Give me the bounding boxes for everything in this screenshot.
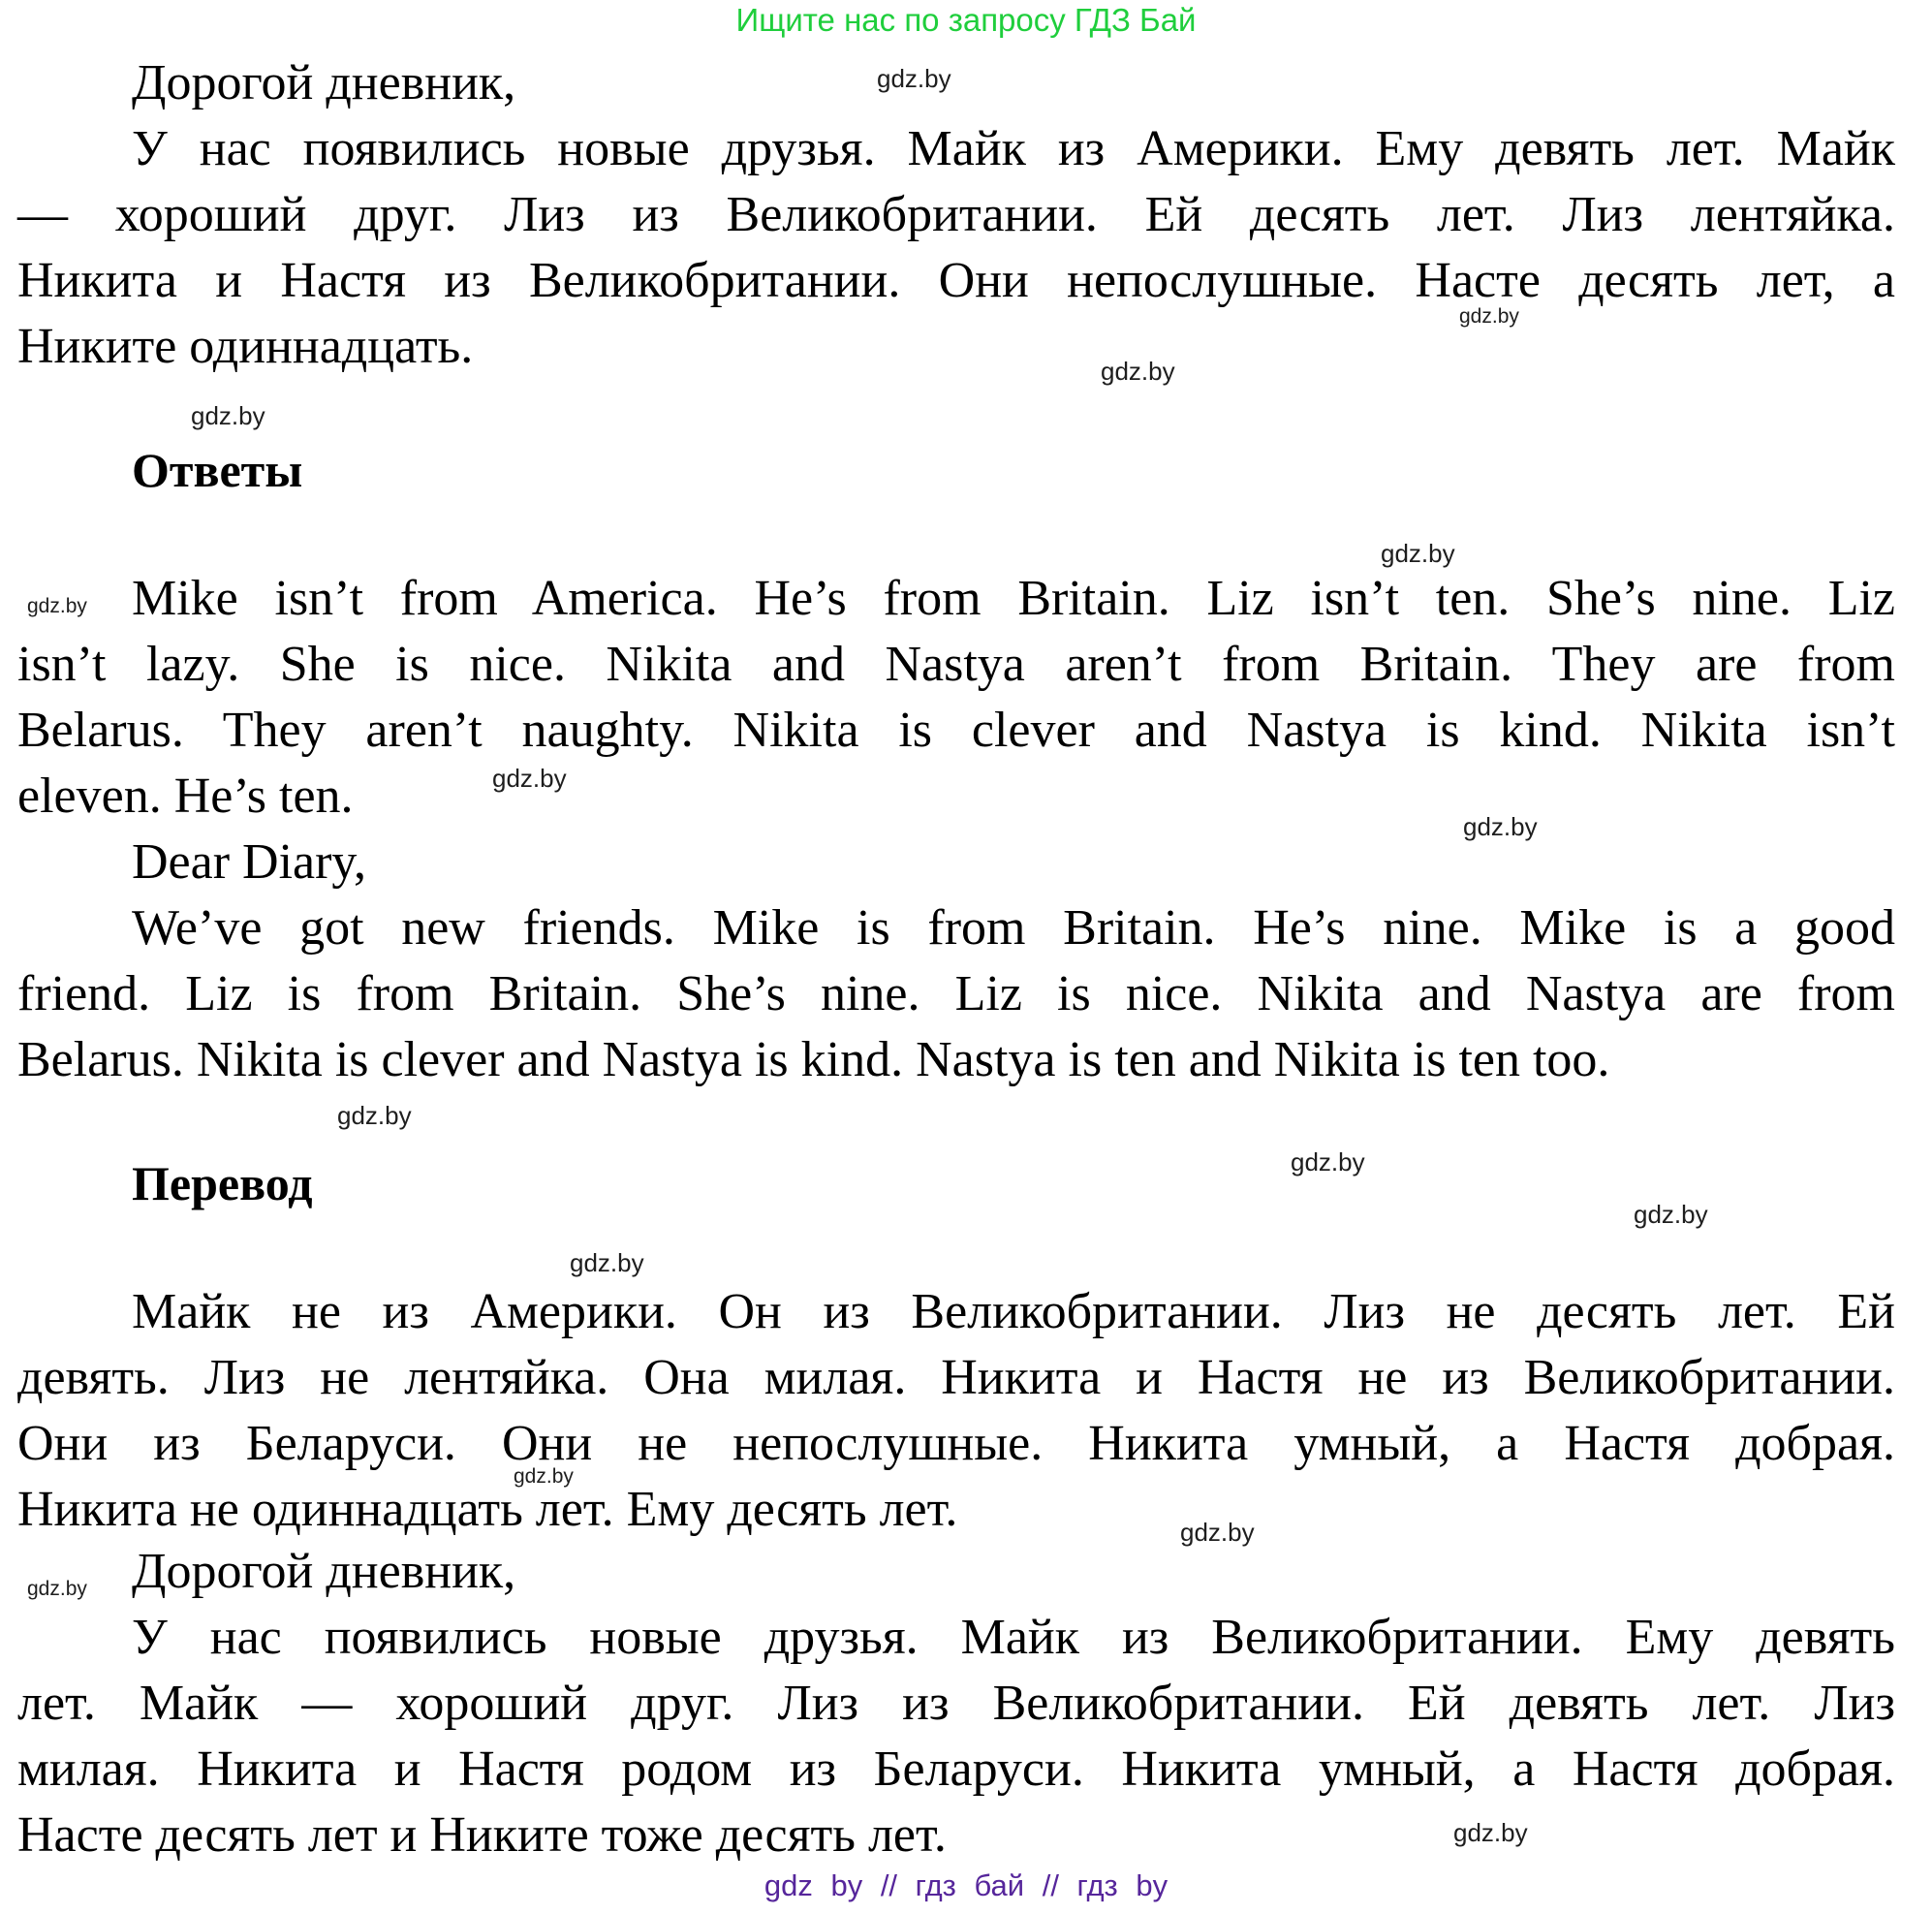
text-line: Дорогой дневник, [132, 55, 516, 110]
text-line: eleven. He’s ten. [17, 769, 354, 824]
watermark-gdz: gdz.by [337, 1101, 412, 1130]
watermark-gdz: gdz.by [191, 401, 265, 430]
text-line: Дорогой дневник, [132, 1544, 516, 1599]
text-line: Никита и Настя из Великобритании. Они непослушные. Насте десять лет, а [17, 253, 1895, 308]
text-line: Belarus. Nikita is clever and Nastya is kind. Nastya is ten and Nikita is ten too. [17, 1032, 1610, 1087]
watermark-gdz: gdz.by [877, 64, 951, 93]
text-line: лет. Майк — хороший друг. Лиз из Великобритании. Ей девять лет. Лиз [17, 1676, 1895, 1731]
page-footer: gdz by // гдз бай // гдз by [763, 1868, 1169, 1902]
text-line: Они из Беларуси. Они не непослушные. Никита умный, а Настя добрая. [17, 1416, 1895, 1471]
watermark-gdz: gdz.by [1291, 1147, 1365, 1177]
watermark-gdz: gdz.by [1463, 812, 1538, 841]
watermark-gdz: gdz.by [1459, 305, 1519, 328]
text-line: Майк не из Америки. Он из Великобритании. Лиз не десять лет. Ей [132, 1284, 1895, 1339]
watermark-gdz: gdz.by [1101, 357, 1175, 386]
watermark-gdz: gdz.by [492, 764, 567, 793]
text-line: Насте десять лет и Никите тоже десять лет. [17, 1807, 947, 1863]
watermark-gdz: gdz.by [570, 1248, 644, 1277]
watermark-gdz: gdz.by [1381, 539, 1455, 568]
text-line: We’ve got new friends. Mike is from Britain. He’s nine. Mike is a good [132, 900, 1895, 956]
text-line: У нас появились новые друзья. Майк из Америки. Ему девять лет. Майк [132, 121, 1895, 176]
text-line: Dear Diary, [132, 834, 367, 890]
watermark-gdz: gdz.by [27, 595, 87, 617]
text-line: Никите одиннадцать. [17, 319, 474, 374]
text-line: friend. Liz is from Britain. She’s nine. Liz is nice. Nikita and Nastya are from [17, 966, 1895, 1021]
text-line: Belarus. They aren’t naughty. Nikita is clever and Nastya is kind. Nikita isn’t [17, 703, 1895, 758]
translation-heading: Перевод [132, 1156, 313, 1210]
text-line: Mike isn’t from America. He’s from Britain. Liz isn’t ten. She’s nine. Liz [132, 571, 1895, 626]
text-line: У нас появились новые друзья. Майк из Великобритании. Ему девять [132, 1610, 1895, 1665]
watermark-gdz: gdz.by [27, 1578, 87, 1600]
text-line: — хороший друг. Лиз из Великобритании. Ей десять лет. Лиз лентяйка. [17, 187, 1895, 242]
watermark-gdz: gdz.by [1634, 1200, 1708, 1229]
answers-heading: Ответы [132, 443, 303, 497]
promo-banner: Ищите нас по запросу ГДЗ Бай [735, 2, 1197, 38]
text-line: милая. Никита и Настя родом из Беларуси. Никита умный, а Настя добрая. [17, 1741, 1895, 1797]
text-line: девять. Лиз не лентяйка. Она милая. Никита и Настя не из Великобритании. [17, 1350, 1895, 1405]
watermark-gdz: gdz.by [1180, 1518, 1255, 1547]
text-line: Никита не одиннадцать лет. Ему десять лет. [17, 1482, 958, 1537]
text-line: isn’t lazy. She is nice. Nikita and Nastya aren’t from Britain. They are from [17, 637, 1895, 692]
watermark-gdz: gdz.by [514, 1465, 574, 1488]
watermark-gdz: gdz.by [1453, 1818, 1528, 1847]
